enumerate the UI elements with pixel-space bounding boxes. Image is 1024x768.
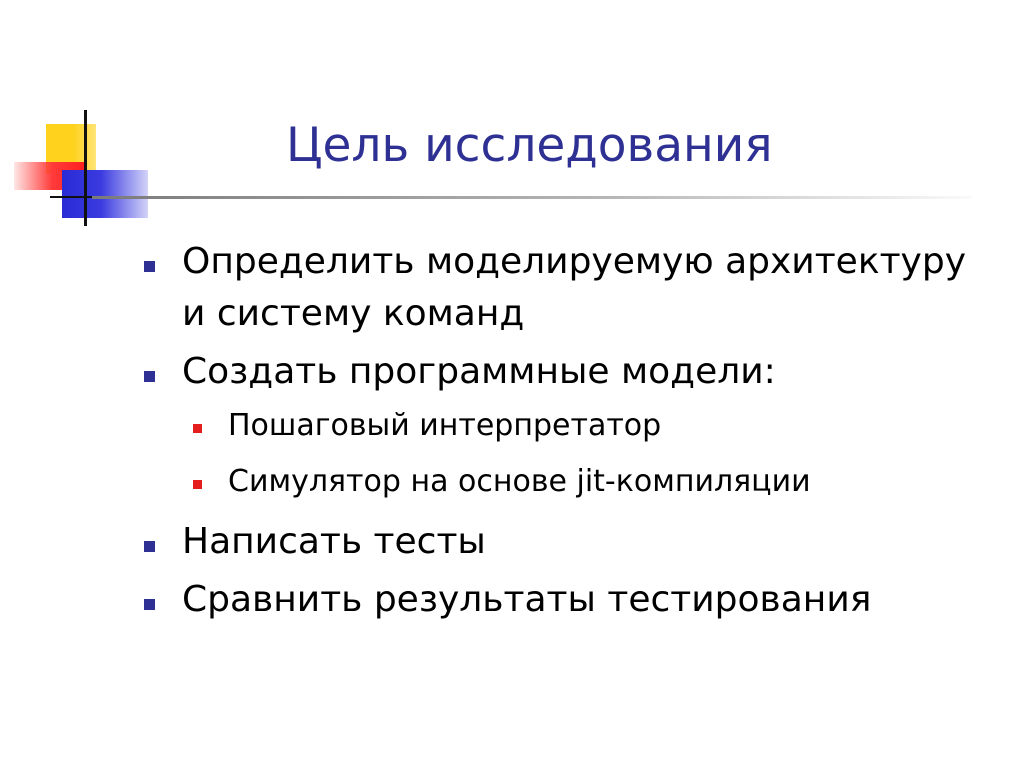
slide-title: Цель исследования xyxy=(286,118,773,173)
bullet-item xyxy=(140,346,1000,398)
square-bullet-icon xyxy=(144,541,155,552)
blue-square xyxy=(62,170,148,218)
decorative-logo xyxy=(0,0,160,240)
bullet-item xyxy=(140,236,1000,340)
bullet-text: Сравнить результаты тестирования xyxy=(182,579,872,620)
sub-bullet-text: Пошаговый интерпретатор xyxy=(228,408,662,443)
bullet-text: Создать программные модели: xyxy=(182,351,776,392)
square-bullet-icon xyxy=(144,261,155,272)
square-bullet-icon xyxy=(193,480,202,489)
vertical-line xyxy=(84,110,87,226)
bullet-text: Написать тесты xyxy=(182,521,486,562)
sub-bullet-item xyxy=(140,460,1000,504)
bullet-item xyxy=(140,516,1000,568)
square-bullet-icon xyxy=(144,371,155,382)
sub-bullet-item xyxy=(140,404,1000,448)
sub-bullet-text: Симулятор на основе jit-компиляции xyxy=(228,464,811,499)
bullet-list xyxy=(140,236,1000,632)
square-bullet-icon xyxy=(144,599,155,610)
square-bullet-icon xyxy=(193,424,202,433)
bullet-text: Определить моделируемую архитектуру и систему команд xyxy=(182,241,967,334)
bullet-item xyxy=(140,574,1000,626)
title-underline xyxy=(92,196,972,199)
